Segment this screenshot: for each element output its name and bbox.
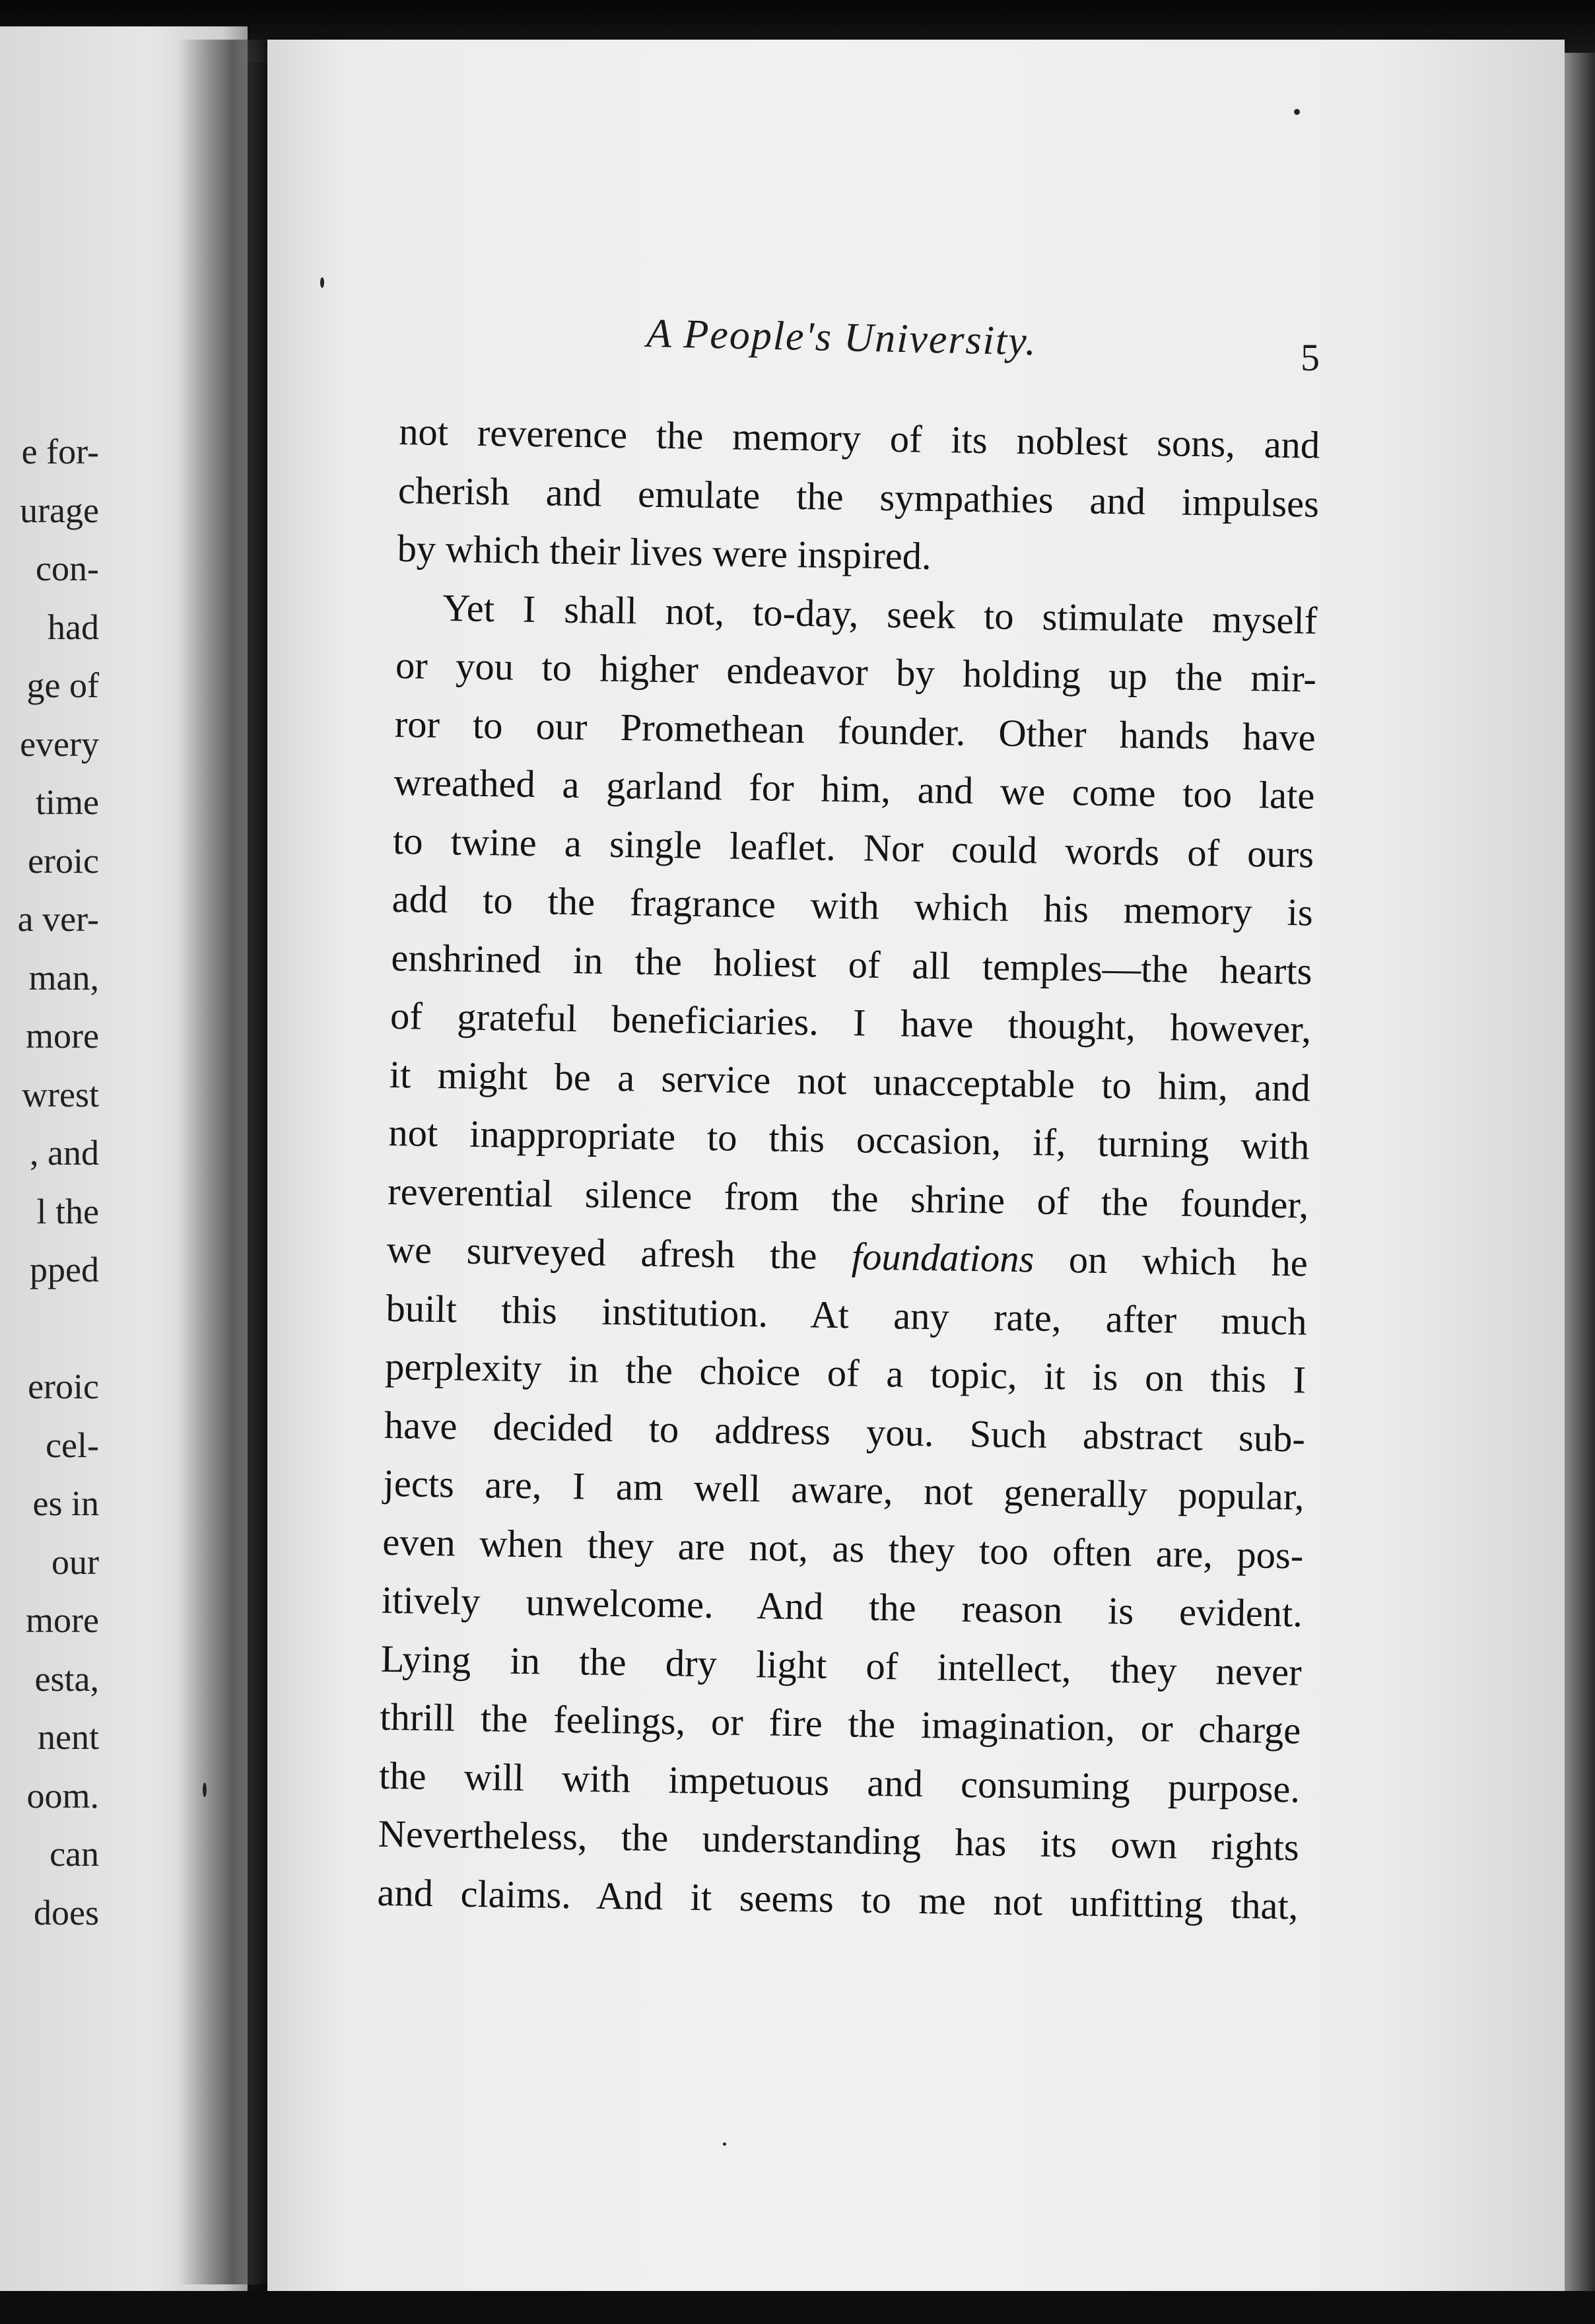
text-line: Yet I shall not, to-day, seek to stimulate myself xyxy=(442,586,1318,642)
text-line: have decided to address you. Such abstract sub- xyxy=(384,1403,1306,1460)
left-page-line: urage xyxy=(20,490,99,530)
left-page-line: cel- xyxy=(46,1425,99,1465)
text-fragment: we surveyed afresh the xyxy=(386,1227,852,1278)
text-line: ror to our Promethean founder. Other hands have xyxy=(394,702,1316,759)
left-page-line: had xyxy=(48,607,99,647)
text-line: it might be a service not unacceptable to him, and xyxy=(389,1052,1311,1110)
text-line: itively unwelcome. And the reason is evident. xyxy=(381,1578,1303,1635)
dust-speck xyxy=(203,1783,207,1797)
left-page-line: eroic xyxy=(28,1367,99,1406)
body-text xyxy=(377,403,1320,1935)
text-fragment: on which he xyxy=(1033,1237,1308,1285)
left-page-line: more xyxy=(26,1016,99,1056)
text-line: jects are, I am well aware, not generally popular, xyxy=(383,1461,1305,1519)
text-line: the will with impetuous and consuming purpose. xyxy=(378,1754,1301,1810)
left-page-line: wrest xyxy=(22,1074,99,1114)
left-page-line: con- xyxy=(36,549,99,588)
page-number: 5 xyxy=(1301,336,1320,379)
running-head: A People's University. xyxy=(646,310,1038,364)
left-page-line: eroic xyxy=(28,840,99,881)
left-page-line: pped xyxy=(30,1250,99,1289)
left-page-line: time xyxy=(36,782,99,822)
text-line: reverential silence from the shrine of the founder, xyxy=(387,1169,1309,1227)
text-line: thrill the feelings, or fire the imagination, or charge xyxy=(379,1695,1301,1752)
text-line: Lying in the dry light of intellect, they never xyxy=(380,1637,1303,1693)
left-page-line: a ver- xyxy=(17,899,99,939)
scanner-bottom-band xyxy=(0,2291,1595,2324)
dust-speck xyxy=(320,277,324,288)
left-page-line: oom. xyxy=(26,1775,99,1816)
left-page-line: more xyxy=(26,1600,99,1640)
text-line: built this institution. At any rate, after much xyxy=(386,1286,1307,1344)
text-line: not inappropriate to this occasion, if, turning with xyxy=(388,1111,1310,1168)
text-line: enshrined in the holiest of all temples—the hearts xyxy=(391,936,1312,993)
italic-word: foundations xyxy=(851,1235,1035,1281)
left-page-line: e for- xyxy=(21,432,99,471)
text-line: cherish and emulate the sympathies and impulses xyxy=(397,468,1320,526)
dust-speck xyxy=(723,2142,726,2146)
book-gutter-shadow xyxy=(178,40,277,2284)
text-line: of grateful beneficiaries. I have thought, however, xyxy=(390,994,1312,1051)
left-page-text xyxy=(0,423,99,1942)
text-line: and claims. And it seems to me not unfitting that, xyxy=(377,1870,1299,1927)
page-edge xyxy=(1565,53,1595,2311)
text-line: Nevertheless, the understanding has its own rights xyxy=(378,1812,1300,1869)
dust-speck xyxy=(1294,109,1300,115)
text-line: perplexity in the choice of a topic, it is on this I xyxy=(384,1344,1307,1402)
left-page-line: can xyxy=(50,1834,99,1874)
left-page-line: esta, xyxy=(34,1658,99,1699)
left-page-line: l the xyxy=(36,1191,99,1231)
text-line: by which their lives were inspired. xyxy=(397,526,932,578)
left-page-line xyxy=(0,1299,99,1358)
text-line: add to the fragrance with which his memory is xyxy=(391,877,1314,934)
text-line: not reverence the memory of its noblest sons, and xyxy=(398,409,1320,467)
left-page-line: man, xyxy=(28,957,99,998)
left-page-line: , and xyxy=(30,1133,99,1173)
left-page-line: our xyxy=(51,1542,99,1582)
text-line: even when they are not, as they too often are, pos- xyxy=(382,1520,1304,1577)
left-page-line: ge of xyxy=(26,666,99,705)
text-line: or you to higher endeavor by holding up the mir- xyxy=(395,643,1317,701)
left-page-line: es in xyxy=(32,1484,99,1523)
left-page-line: every xyxy=(20,724,99,764)
text-line: wreathed a garland for him, and we come too late xyxy=(393,760,1315,817)
left-page-line: nent xyxy=(38,1717,99,1757)
text-line: to twine a single leaflet. Nor could words of ours xyxy=(392,819,1314,876)
left-page-line: does xyxy=(34,1892,99,1932)
